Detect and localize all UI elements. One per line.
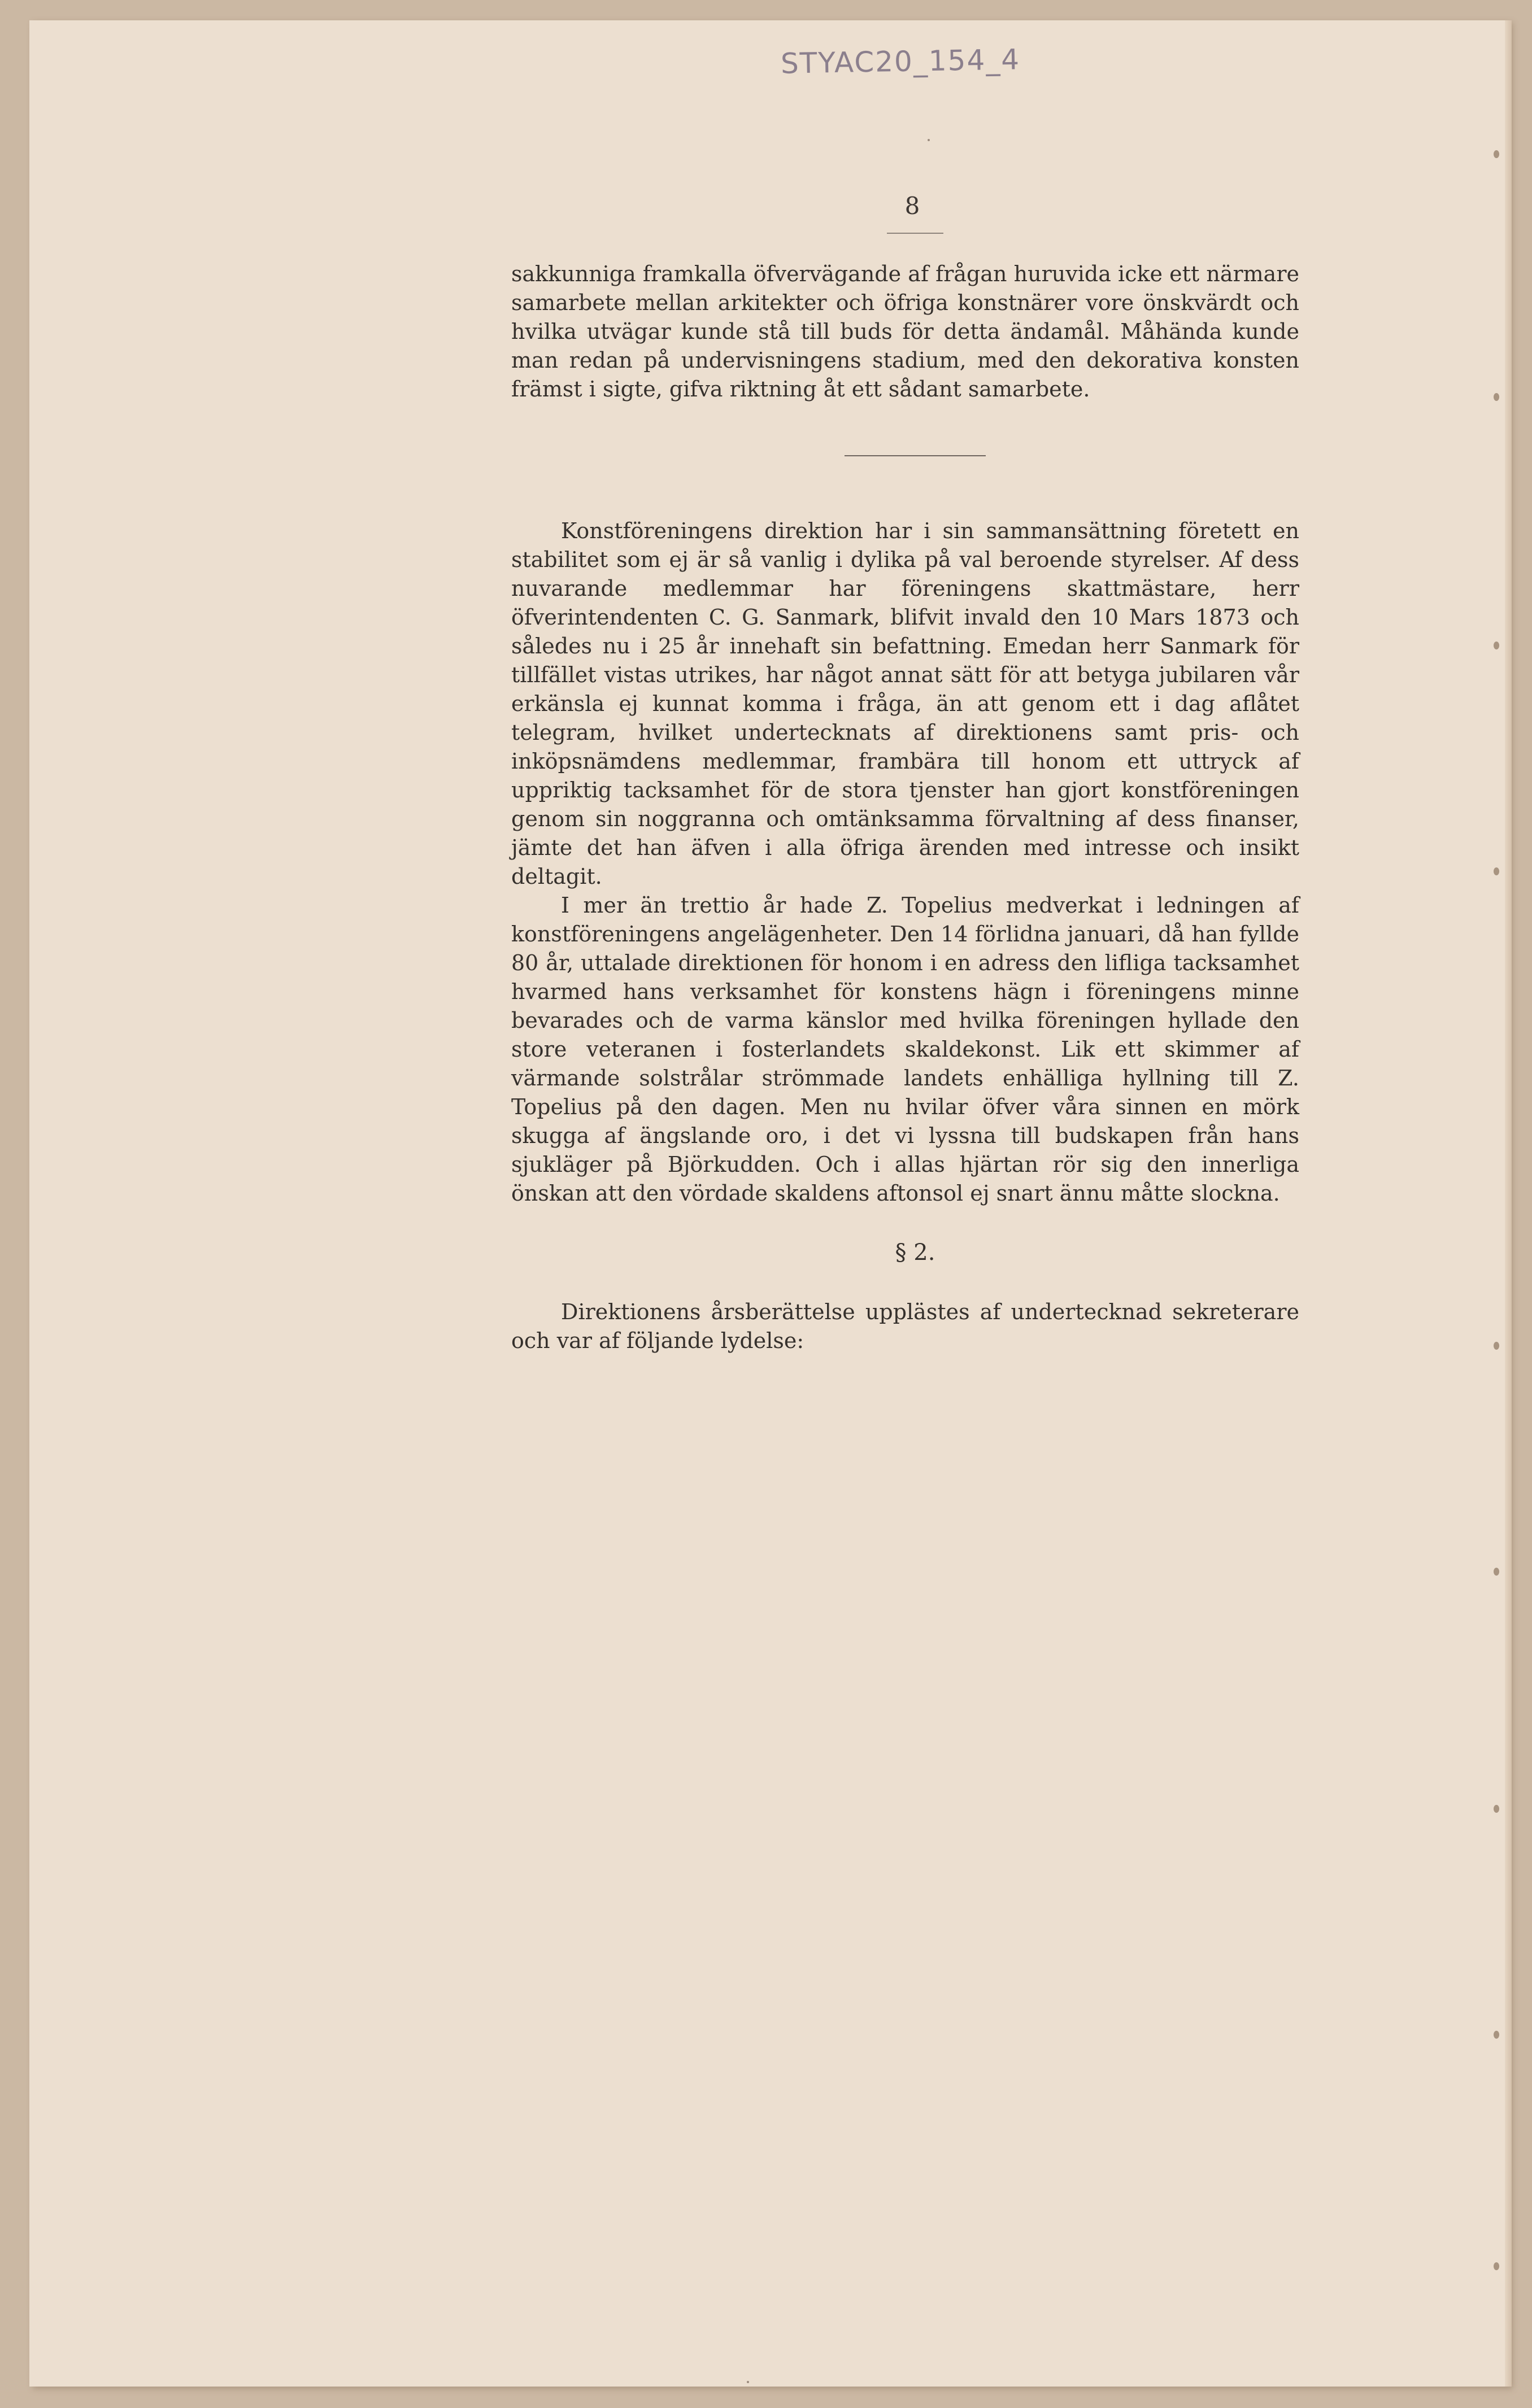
binding-mark (1494, 393, 1499, 401)
text-block-bottom (511, 1298, 1299, 1355)
paragraph: Direktionens årsberättelse upplästes af undertecknad sekreterare och var af följande lydelse: (511, 1299, 1299, 1353)
text-block-top (511, 260, 1299, 404)
page-number-rule (887, 233, 943, 234)
paragraph: sakkunniga framkalla öfvervägande af frågan huruvida icke ett närmare samarbete mellan arkitekter och öfriga konstnärer vore önskvärdt och hvilka utvägar kunde stå till buds för detta ändamål. Måhända kunde man redan på undervisningens stadium, med den dekorativa konsten främst i sigte, gifva riktning åt ett sådant samarbete. (511, 261, 1299, 402)
section-divider (845, 455, 986, 456)
archive-code: STYAC20_154_4 (780, 43, 1021, 80)
binding-mark (1494, 150, 1499, 158)
binding-mark (1494, 1805, 1499, 1813)
binding-mark (1494, 2262, 1499, 2270)
binding-mark (1494, 642, 1499, 649)
paper-speck (747, 2381, 749, 2383)
binding-mark (1494, 867, 1499, 875)
binding-mark (1494, 2031, 1499, 2039)
binding-mark (1494, 1568, 1499, 1576)
binding-mark (1494, 1342, 1499, 1350)
text-block-middle (511, 517, 1299, 1208)
paragraph: Konstföreningens direktion har i sin sammansättning företett en stabilitet som ej är så vanlig i dylika på val beroende styrelser. Af dess nuvarande medlemmar har föreningens skattmästare, herr öfverintendenten C. G. Sanmark, blifvit invald den 10 Mars 1873 och således nu i 25 år innehaft sin befattning. Emedan herr Sanmark för tillfället vistas utrikes, har något annat sätt för att betyga jubilaren vår erkänsla ej kunnat komma i fråga, än att genom ett i dag aflåtet telegram, hvilket undertecknats af direktionens samt pris- och inköpsnämdens medlemmar, frambära till honom ett uttryck af uppriktig tacksamhet för de stora tjenster han gjort konstföreningen genom sin noggranna och omtänksamma förvaltning af dess finanser, jämte det han äfven i alla öfriga ärenden med intresse och insikt deltagit. (511, 518, 1299, 889)
page-number: 8 (904, 192, 920, 220)
page-edge (1505, 20, 1512, 2387)
paragraph: I mer än trettio år hade Z. Topelius medverkat i ledningen af konstföreningens angelägenheter. Den 14 förlidna januari, då han fyllde 80 år, uttalade direktionen för honom i en adress den lifliga tacksamhet hvarmed hans verksamhet för konstens hägn i föreningens minne bevarades och de varma känslor med hvilka föreningen hyllade den store veteranen i fosterlandets skaldekonst. Lik ett skimmer af värmande solstrålar strömmade landets enhälliga hyllning till Z. Topelius på den dagen. Men nu hvilar öfver våra sinnen en mörk skugga af ängslande oro, i det vi lyssna till budskapen från hans sjukläger på Björkudden. Och i allas hjärtan rör sig den innerliga önskan att den vördade skaldens aftonsol ej snart ännu måtte slockna. (511, 893, 1299, 1206)
paper-speck (928, 139, 930, 141)
section-heading: § 2. (895, 1240, 935, 1266)
